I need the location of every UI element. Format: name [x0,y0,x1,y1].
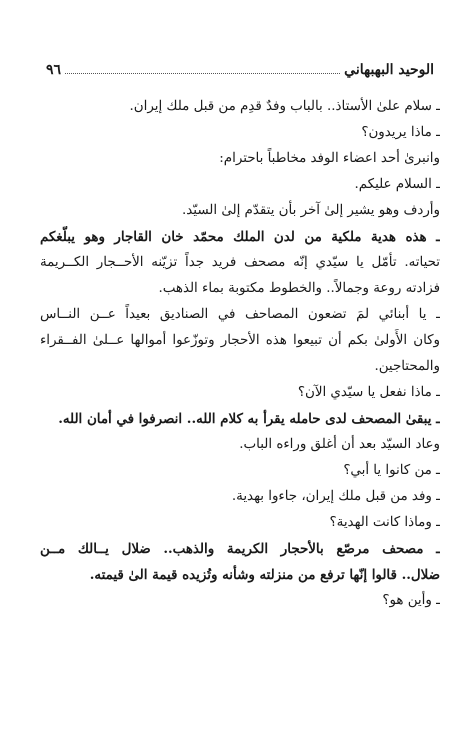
text-line: والمحتاجين. [374,359,440,374]
text-line: ـ مصحف مرصّع بالأحجار الكريمة والذهب.. ضلال يــالك مــن [40,541,440,557]
text-line: وكان الأَولىٰ بكم أن تبيعوا هذه الأحجار وتوزّعوا أموالها عــلىٰ الفــقراء [40,333,440,348]
text-line: ـ هذه هدية ملكية من لدن الملك محمّد خان القاجار وهو يبلّغكم [40,229,440,245]
text-line: ـ سلام علىٰ الأستاذ.. بالباب وفدٌ قدِم من قبل ملك إيران. [129,99,440,114]
dotted-leader [65,73,340,74]
page-header [40,62,440,84]
text-line: ـ ماذا يريدون؟ [361,125,440,140]
text-line: ـ وفد من قبل ملك إيران، جاءوا بهدية. [231,489,440,504]
text-line: ـ يبقىٰ المصحف لدى حامله يقرأ به كلام الله.. انصرفوا في أمان الله. [58,411,440,427]
text-line: ـ يا أبنائي لمَ تضعون المصاحف في الصناديق بعيداً عــن النــاس [40,307,440,322]
body-text [40,94,440,614]
text-line: فزادته روعة وجمالاً.. والخطوط مكتوبة بماء الذهب. [158,281,440,296]
text-line: ـ وأين هو؟ [382,593,440,608]
book-page [40,62,440,614]
page-number: ٩٦ [46,62,62,78]
text-line: ـ السلام عليكم. [354,177,440,192]
running-title: الوحيد البهبهاني [344,62,434,78]
text-line: وانبرىٰ أحد اعضاء الوفد مخاطباً باحترام: [219,151,440,166]
text-line: ـ ماذا نفعل يا سيّدي الآن؟ [297,385,440,400]
text-line: وعاد السيّد بعد أن أغلق وراءه الباب. [239,437,440,452]
text-line: وأردف وهو يشير إلىٰ آخر بأن يتقدّم إلىٰ السيّد. [182,203,440,218]
text-line: تحياته. تأمّل يا سيّدي إنّه مصحف فريد جداً تزيّنه الأحــجار الكــريمة [40,255,440,270]
text-line: ضلال.. قالوا إنّها ترفع من منزلته وشأنه وتُزيده قيمة الىٰ قيمته. [89,567,440,583]
text-line: ـ وماذا كانت الهدية؟ [329,515,440,530]
text-line: ـ من كانوا يا أبي؟ [343,463,440,478]
